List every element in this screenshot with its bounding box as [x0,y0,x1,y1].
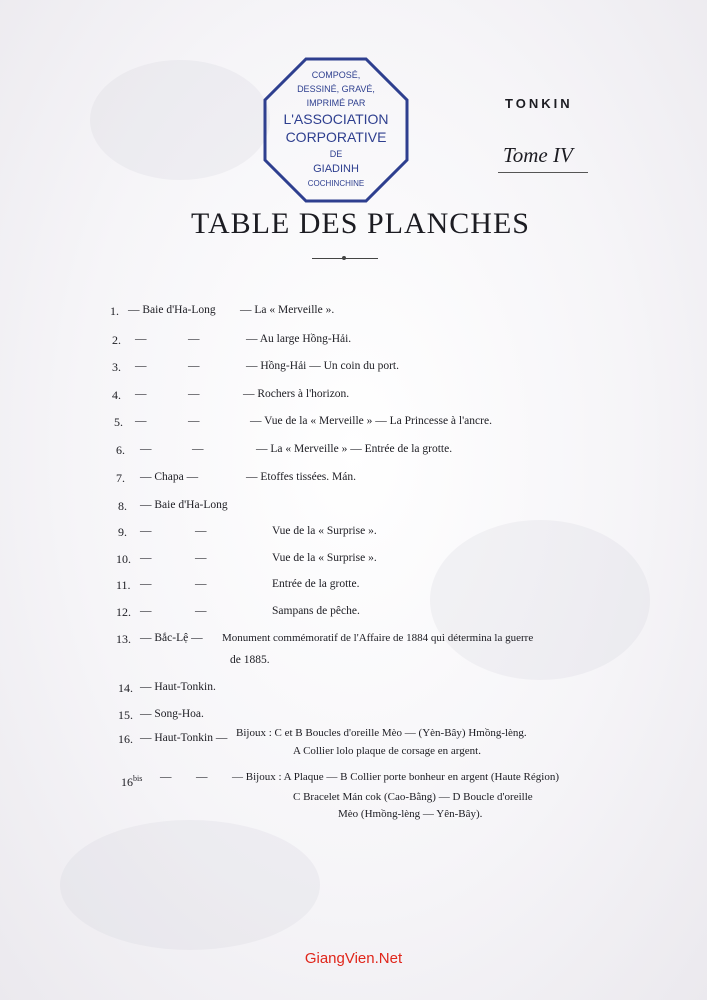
paper-stain [90,60,270,180]
plate-location: — [195,552,207,564]
plate-number: 16. [118,732,133,746]
plate-location: — [140,443,152,455]
plate-number: 2. [112,333,121,347]
plate-number: 13. [116,632,131,646]
plate-number [121,774,142,790]
plate-number-main: 16 [121,775,133,789]
plate-location: — Haut-Tonkin. [140,681,216,693]
plate-location: — Chapa — [140,471,199,483]
plate-number: 10. [116,552,131,566]
plate-caption: Bijoux : C et B Boucles d'oreille Mèo — (Yèn-Bây) Hmồng-lèng. [236,727,527,739]
plate-location: — [188,360,200,372]
site-watermark: GiangVien.Net [304,950,403,967]
page-title: TABLE DES PLANCHES [191,207,530,240]
plate-caption: — Rochers à l'horizon. [243,388,350,400]
region-header: TONKIN [505,96,573,111]
plate-location: — Baie d'Ha-Long [140,499,228,511]
plate-location: — Bắc-Lệ — [140,632,203,644]
plate-number: 11. [116,578,131,592]
plate-caption: — Etoffes tissées. Mán. [246,471,356,483]
volume-underline [498,172,588,173]
plate-caption: — La « Merveille ». [240,304,335,316]
stamp-line: IMPRIMÉ PAR [306,98,366,108]
plate-caption: Vue de la « Surprise ». [272,552,377,564]
plate-location: — [192,443,204,455]
title-divider-ornament [342,256,346,260]
stamp-line: DESSINÉ, GRAVÉ, [297,84,375,94]
plate-location: — [160,771,172,783]
plate-number: 12. [116,605,131,619]
plate-location: — [195,578,207,590]
association-stamp [262,56,410,204]
plate-number: 3. [112,360,121,374]
plate-caption-continued: A Collier lolo plaque de corsage en argent. [293,745,481,757]
plate-location: — [196,771,208,783]
plate-caption: — Hồng-Hải — Un coin du port. [246,360,399,372]
plate-caption: — La « Merveille » — Entrée de la grotte. [256,443,453,455]
stamp-line: CORPORATIVE [285,129,387,145]
plate-caption-continued: C Bracelet Mán cok (Cao-Bằng) — D Boucle d'oreille [293,791,533,803]
plate-caption: — Vue de la « Merveille » — La Princesse à l'ancre. [250,415,492,427]
plate-number: 15. [118,708,133,722]
plate-number: 8. [118,499,127,513]
plate-caption: Vue de la « Surprise ». [272,525,377,537]
paper-stain [430,520,650,680]
volume-label: Tome IV [503,143,573,167]
plate-location: — Song-Hoa. [140,708,204,720]
stamp-line: DE [329,149,343,159]
plate-location: — [135,415,147,427]
stamp-line: COMPOSÉ, [311,70,361,80]
stamp-line: COCHINCHINE [307,179,365,188]
plate-location: — [188,415,200,427]
stamp-line: GIADINH [313,163,359,175]
plate-number: 6. [116,443,125,457]
plate-number: 5. [114,415,123,429]
plate-caption: Monument commémoratif de l'Affaire de 1884 qui détermina la guerre [222,632,534,644]
plate-number: 14. [118,681,133,695]
plate-location: — [140,578,152,590]
plate-location: — Baie d'Ha-Long [128,304,216,316]
plate-number: 7. [116,471,125,485]
plate-caption: Entrée de la grotte. [272,578,360,590]
plate-caption: Sampans de pêche. [272,605,360,617]
plate-number: 1. [110,304,119,318]
plate-location: — [140,525,152,537]
plate-location: — [135,360,147,372]
plate-caption: — Au large Hồng-Hải. [246,333,352,345]
stamp-line: L'ASSOCIATION [283,111,389,127]
plate-caption-continued: de 1885. [230,654,270,666]
plate-location: — Haut-Tonkin — [140,732,228,744]
plate-location: — [188,388,200,400]
plate-caption: — Bijoux : A Plaque — B Collier porte bonheur en argent (Haute Région) [232,771,559,783]
plate-number: 9. [118,525,127,539]
plate-caption-continued: Mèo (Hmồng-lèng — Yên-Bây). [338,808,483,820]
plate-location: — [140,605,152,617]
plate-location: — [135,388,147,400]
plate-number: 4. [112,388,121,402]
paper-stain [60,820,320,950]
plate-location: — [135,333,147,345]
plate-location: — [188,333,200,345]
plate-location: — [195,605,207,617]
plate-location: — [195,525,207,537]
plate-number-suffix: bis [133,774,143,783]
plate-location: — [140,552,152,564]
